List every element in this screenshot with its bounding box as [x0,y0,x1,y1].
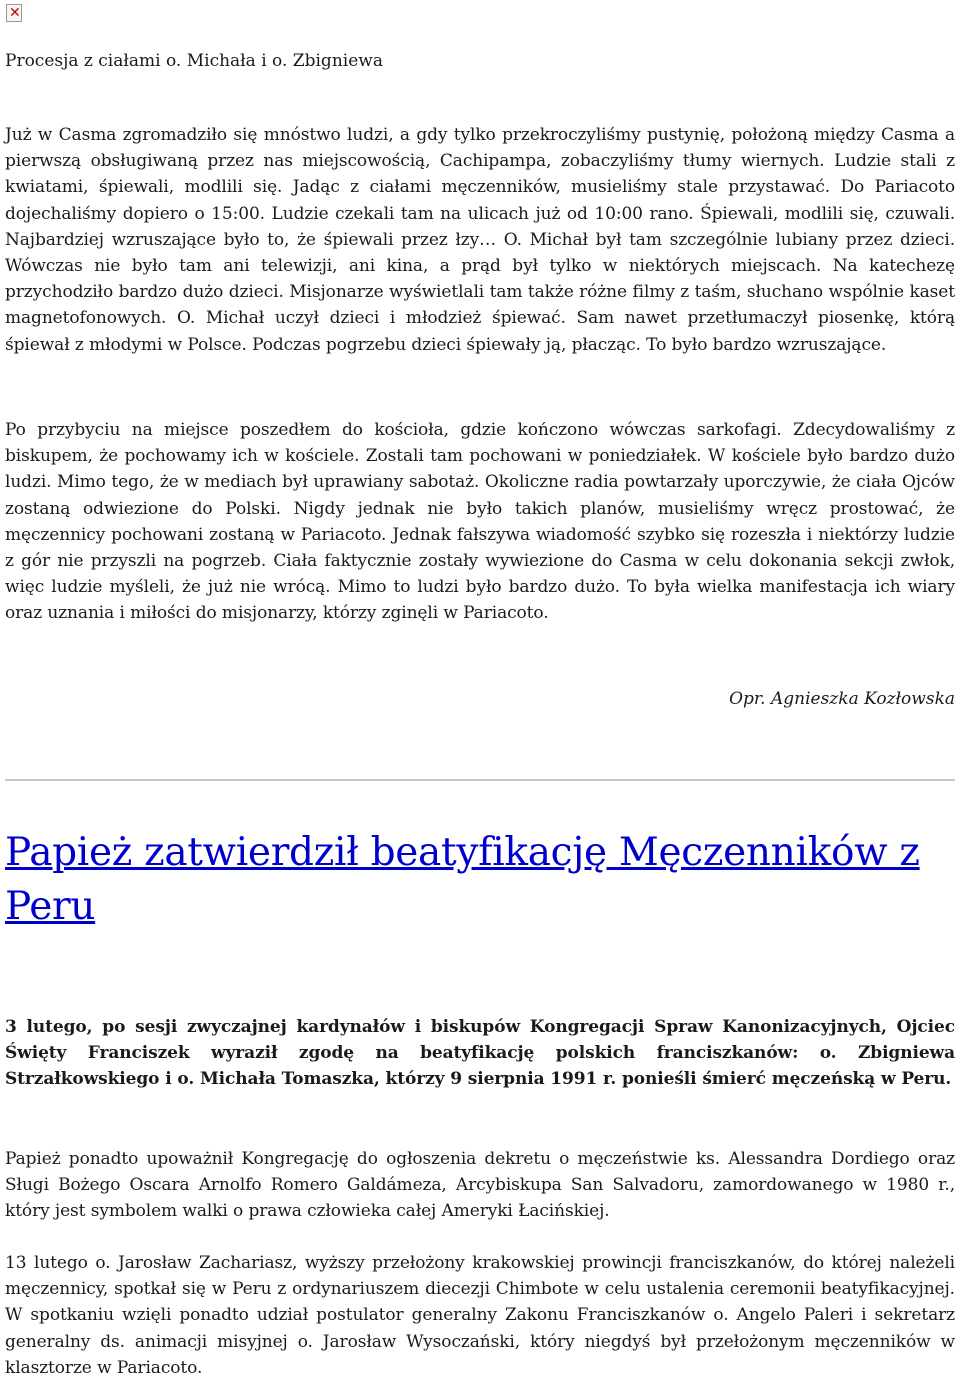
article2-title-link[interactable]: Papież zatwierdził beatyfikację Męczenników z Peru [5,830,920,929]
article2-paragraph-1: Papież ponadto upoważnił Kongregację do ogłoszenia dekretu o męczeństwie ks. Alessandra Dordiego oraz Sługi Bożego Oscara Arnolfo Romero Galdámeza, Arcybiskupa San Salvadoru, zamordowanego w 1980 r., który jest symbolem walki o prawa człowieka całej Ameryki Łacińskiej. [5,1149,955,1222]
article1-paragraph-1: Już w Casma zgromadziło się mnóstwo ludzi, a gdy tylko przekroczyliśmy pustynię, położoną między Casma a pierwszą obsługiwaną przez nas miejscowością, Cachipampa, zobaczyliśmy tłumy wiernych. Ludzie stali z kwiatami, śpiewali, modlili się. Jadąc z ciałami męczenników, musieliśmy stale przystawać. Do Pariacoto dojechaliśmy dopiero o 15:00. Ludzie czekali tam na ulicach już od 10:00 rano. Śpiewali, modlili się, czuwali. Najbardziej wzruszające było to, że śpiewali przez łzy… O. Michał był tam szczególnie lubiany przez dzieci. Wówczas nie było tam ani telewizji, ani kina, a prąd był tylko w niektórych miejscach. Na katechezę przychodziło bardzo dużo dzieci. Misjonarze wyświetlali tam także różne filmy z taśm, słuchano wspólnie kaset magnetofonowych. O. Michał uczył dzieci i młodzież śpiewać. Sam nawet przetłumaczył piosenkę, którą śpiewał z młodymi w Polsce. Podczas pogrzebu dzieci śpiewały ją, płacząc. To było bardzo wzruszające. [5,125,955,355]
image-caption: Procesja z ciałami o. Michała i o. Zbigniewa [5,51,383,71]
author-signature: Opr. Agnieszka Kozłowska [729,689,955,709]
horizontal-divider [5,779,955,781]
article2-paragraph-2: 13 lutego o. Jarosław Zachariasz, wyższy przełożony krakowskiej prowincji franciszkanów, do której należeli męczennicy, spotkał się w Peru z ordynariuszem diecezji Chimbote w celu ustalenia ceremonii beatyfikacyjnej. W spotkaniu wzięli ponadto udział postulator generalny Zakonu Franciszkanów o. Angelo Paleri i sekretarz generalny ds. animacji misyjnej o. Jarosław Wysoczański, który niegdyś był przełożonym męczenników w klasztorze w Pariacoto. [5,1253,955,1378]
broken-image-icon: ✕ [6,4,22,22]
article2-lead: 3 lutego, po sesji zwyczajnej kardynałów i biskupów Kongregacji Spraw Kanonizacyjnych, Ojciec Święty Franciszek wyraził zgodę na beatyfikację polskich franciszkanów: o. Zbigniewa Strzałkowskiego i o. Michała Tomaszka, którzy 9 sierpnia 1991 r. ponieśli śmierć męczeńską w Peru. [5,1017,955,1090]
article1-paragraph-2: Po przybyciu na miejsce poszedłem do kościoła, gdzie kończono wówczas sarkofagi. Zdecydowaliśmy z biskupem, że pochowamy ich w kościele. Zostali tam pochowani w poniedziałek. W kościele było bardzo dużo ludzi. Mimo tego, że w mediach był uprawiany sabotaż. Okoliczne radia powtarzały uporczywie, że ciała Ojców zostaną odwiezione do Polski. Nigdy jednak nie było takich planów, musieliśmy wręcz prostować, że męczennicy pochowani zostaną w Pariacoto. Jednak fałszywa wiadomość szybko się rozeszła i niektórzy ludzie z gór nie przyszli na pogrzeb. Ciała faktycznie zostały wywiezione do Casma w celu dokonania sekcji zwłok, więc ludzie myśleli, że już nie wrócą. Mimo to ludzi było bardzo dużo. To była wielka manifestacja ich wiary oraz uznania i miłości do misjonarzy, którzy zginęli w Pariacoto. [5,420,955,624]
